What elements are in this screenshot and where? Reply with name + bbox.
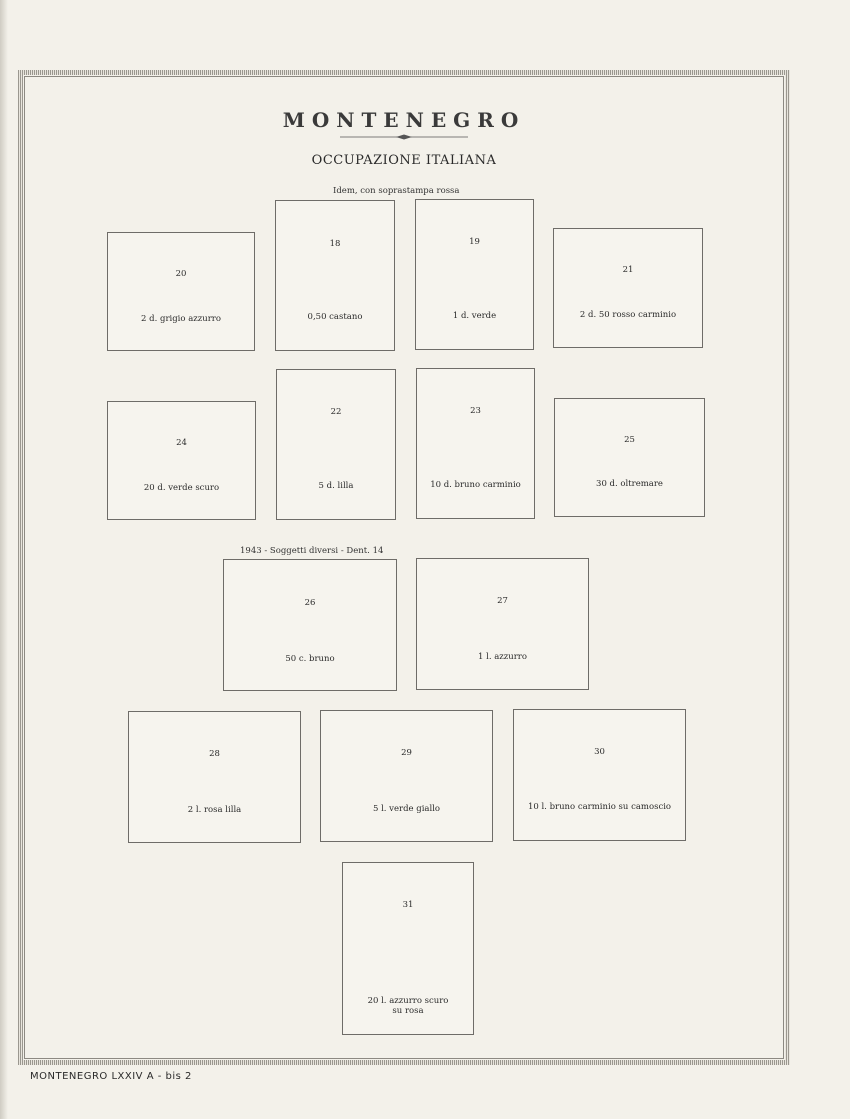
stamp-caption: 50 c. bruno: [285, 654, 335, 664]
stamp-caption: 1 l. azzurro: [478, 652, 527, 662]
stamp-slot-25: [554, 398, 705, 517]
stamp-caption: 10 d. bruno carminio: [430, 480, 521, 490]
stamp-number: 29: [401, 748, 412, 758]
stamp-slot-19: [415, 199, 534, 350]
stamp-number: 22: [330, 407, 342, 417]
series-note: 1943 - Soggetti diversi - Dent. 14: [240, 546, 384, 556]
stamp-number: 19: [469, 237, 480, 247]
stamp-slot-30: [513, 709, 686, 841]
stamp-caption: 2 d. grigio azzurro: [141, 314, 221, 324]
stamp-caption: 5 d. lilla: [318, 481, 354, 491]
stamp-caption: 5 l. verde giallo: [372, 804, 441, 814]
stamp-number: 20: [175, 269, 187, 279]
stamp-slot-24: [107, 401, 256, 520]
stamp-slot-23: [416, 368, 535, 519]
stamp-slot-26: [223, 559, 397, 691]
stamp-number: 23: [470, 406, 481, 416]
stamp-slot-31: [342, 862, 474, 1035]
stamp-slot-27: [416, 558, 589, 690]
stamp-slot-22: [276, 369, 396, 520]
stamp-slot-29: [320, 710, 493, 842]
stamp-caption: 1 d. verde: [452, 311, 497, 321]
stamp-number: 25: [624, 435, 635, 445]
stamp-caption-line2: su rosa: [392, 1006, 424, 1016]
stamp-caption: 20 d. verde scuro: [143, 483, 220, 493]
title-ornament: [340, 134, 468, 140]
page-title: MONTENEGRO: [282, 108, 526, 132]
stamp-number: 24: [176, 438, 187, 448]
stamp-caption: 10 l. bruno carminio su camoscio: [527, 802, 672, 812]
stamp-number: 26: [304, 598, 316, 608]
stamp-number: 18: [329, 239, 341, 249]
stamp-caption: 2 l. rosa lilla: [187, 805, 242, 815]
stamp-slot-28: [128, 711, 301, 843]
overprint-note: Idem, con soprastampa rossa: [333, 186, 460, 196]
stamp-caption: 2 d. 50 rosso carminio: [579, 310, 677, 320]
page-subtitle: OCCUPAZIONE ITALIANA: [311, 153, 497, 168]
stamp-number: 31: [402, 900, 414, 910]
stamp-number: 27: [497, 596, 508, 606]
stamp-number: 30: [594, 747, 605, 757]
stamp-slot-21: [553, 228, 703, 348]
stamp-caption: 0,50 castano: [307, 312, 363, 322]
stamp-number: 28: [209, 749, 220, 759]
stamp-slot-18: [275, 200, 395, 351]
page-footer-label: MONTENEGRO LXXIV A - bis 2: [30, 1071, 192, 1082]
stamp-slot-20: [107, 232, 255, 351]
stamp-caption: 20 l. azzurro scuro: [367, 996, 449, 1006]
stamp-number: 21: [622, 265, 634, 275]
stamp-caption: 30 d. oltremare: [596, 479, 663, 489]
